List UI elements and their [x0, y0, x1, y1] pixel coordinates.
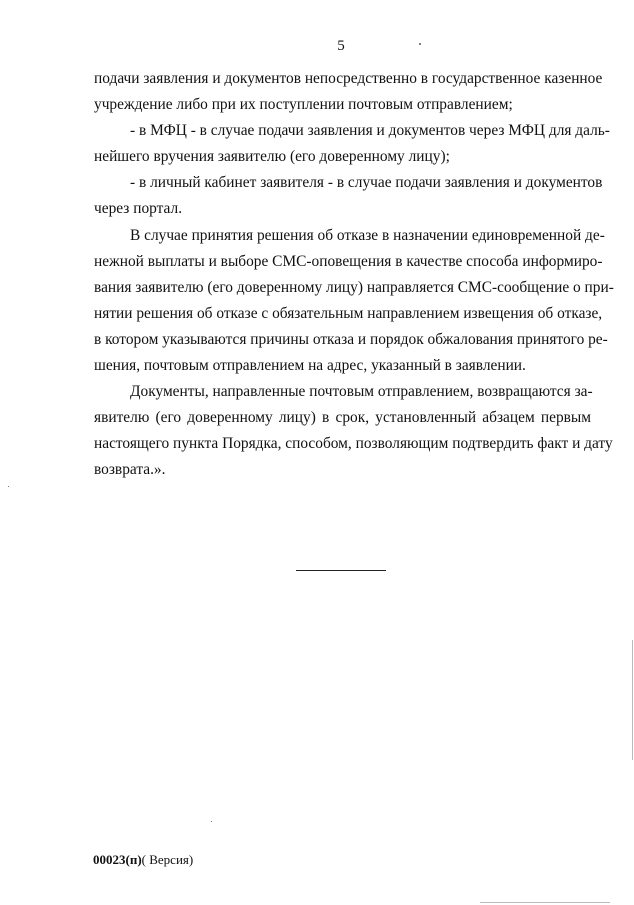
- footer-document-code: 00023(п): [93, 852, 142, 867]
- body-line: вания заявителю (его доверенному лицу) направляется СМС-сообщение о при-: [94, 278, 614, 296]
- scan-speck: [8, 486, 9, 487]
- body-line: через портал.: [94, 200, 183, 218]
- footer-version: ( Версия): [141, 852, 194, 867]
- body-line: учреждение либо при их поступлении почтовым отправлением;: [94, 96, 513, 114]
- body-line: явителю (его доверенному лицу) в срок, установленный абзацем первым: [94, 409, 591, 427]
- scan-edge-mark: [480, 902, 610, 903]
- body-line: в котором указываются причины отказа и порядок обжалования принятого ре-: [94, 330, 608, 348]
- body-line: В случае принятия решения об отказе в назначении единовременной де-: [130, 226, 605, 244]
- body-line: возврата.».: [94, 461, 166, 479]
- scan-speck: [211, 821, 212, 822]
- body-line: - в МФЦ - в случае подачи заявления и документов через МФЦ для даль-: [130, 122, 610, 140]
- body-line: шения, почтовым отправлением на адрес, указанный в заявлении.: [94, 357, 526, 375]
- document-footer: [93, 852, 193, 868]
- body-line: - в личный кабинет заявителя - в случае подачи заявления и документов: [130, 174, 603, 192]
- body-line: нейшего вручения заявителю (его доверенному лицу);: [94, 148, 450, 166]
- end-separator-line: [296, 570, 386, 571]
- scan-speck: [419, 43, 421, 45]
- body-line: нятии решения об отказе с обязательным направлением извещения об отказе,: [94, 304, 603, 322]
- body-line: подачи заявления и документов непосредственно в государственное казенное: [94, 70, 603, 87]
- page-number: 5: [337, 38, 345, 54]
- body-line: нежной выплаты и выборе СМС-оповещения в качестве способа информиро-: [94, 252, 603, 270]
- document-body: [94, 66, 614, 484]
- body-line: настоящего пункта Порядка, способом, позволяющим подтвердить факт и дату: [94, 435, 613, 453]
- scan-edge-mark: [632, 640, 633, 760]
- body-line: Документы, направленные почтовым отправлением, возвращаются за-: [130, 383, 593, 401]
